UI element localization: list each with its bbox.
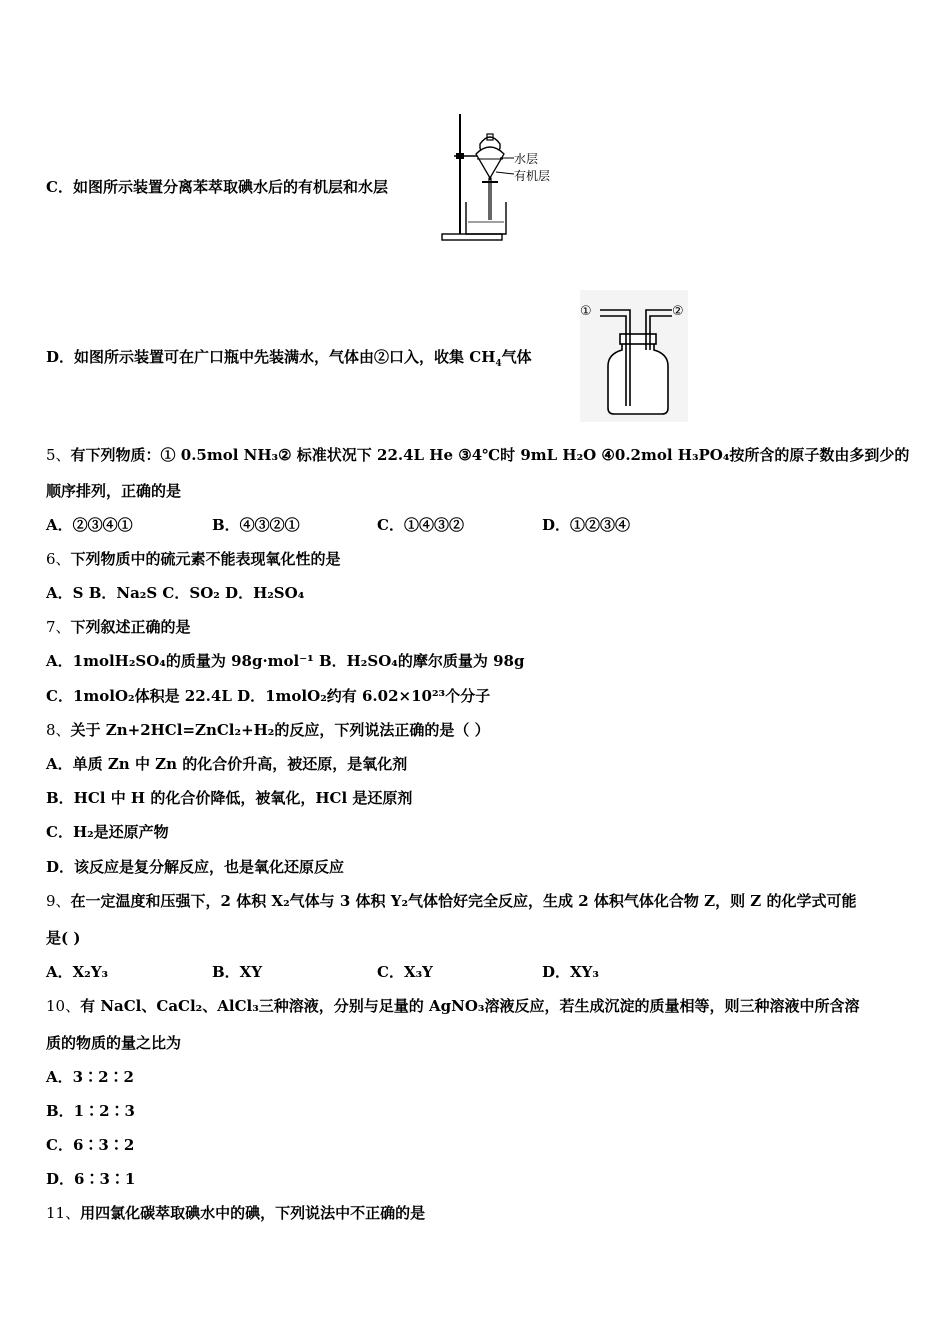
question-number: 9、 [46,892,71,910]
option-d-prev [46,346,532,368]
q9-line2: 是( ) [46,929,81,947]
q5-line1 [46,444,909,466]
q10-option-b: B．1∶2∶3 [46,1102,135,1120]
q10-line2: 质的物质的量之比为 [46,1034,182,1052]
q7-stem [46,616,191,638]
q8-option-d: D．该反应是复分解反应，也是氧化还原反应 [46,858,345,876]
option-text: 如图所示装置可在广口瓶中先装满水，气体由②口入，收集 [74,348,465,366]
q10-option-d: D．6∶3∶1 [46,1170,136,1188]
separatory-funnel-figure [436,110,566,246]
question-number: 7、 [46,618,71,636]
q9-option-d: D．XY₃ [542,963,599,981]
formula-ch4: $CH_4$ [469,348,502,369]
question-number: 11、 [46,1204,81,1222]
option-text-end: 气体 [501,348,532,366]
question-stem: 有 NaCl、CaCl₂、AlCl₃三种溶液，分别与足量的 AgNO₃溶液反应，若生成沉淀的质量相等，则三种溶液中所含溶 [80,997,860,1015]
question-stem: 在一定温度和压强下，2 体积 X₂气体与 3 体积 Y₂气体恰好完全反应，生成 2 体积气体化合物 Z，则 Z 的化学式可能 [70,892,857,910]
q5-option-b: B．④③②① [212,516,300,534]
option-label: C． [46,178,73,196]
q5-option-d: D．①②③④ [542,516,631,534]
question-number: 8、 [46,721,71,739]
port-2-label: ② [672,304,684,319]
q10-line1 [46,995,860,1017]
question-stem: 关于 Zn+2HCl=ZnCl₂+H₂的反应，下列说法正确的是（ ） [70,721,490,739]
q6-options: A．S B．Na₂S C．SO₂ D．H₂SO₄ [46,584,305,602]
organic-layer-label: 有机层 [514,169,551,183]
q5-option-c: C．①④③② [377,516,464,534]
option-text: 如图所示装置分离苯萃取碘水后的有机层和水层 [72,178,388,196]
q9-line1 [46,890,856,912]
q8-option-b: B．HCl 中 H 的化合价降低，被氧化，HCl 是还原剂 [46,789,413,807]
q9-option-b: B．XY [212,963,263,981]
option-c-prev [46,176,388,198]
port-1-label: ① [580,304,592,319]
q5-line2: 顺序排列，正确的是 [46,482,182,500]
question-number: 10、 [46,997,81,1015]
question-stem: 下列物质中的硫元素不能表现氧化性的是 [70,550,341,568]
question-stem: 用四氯化碳萃取碘水中的碘，下列说法中不正确的是 [80,1204,426,1222]
question-number: 5、 [46,446,71,464]
q7-options-ab: A．1molH₂SO₄的质量为 98g·mol⁻¹ B．H₂SO₄的摩尔质量为 98g [46,652,525,670]
q10-option-a: A．3∶2∶2 [46,1068,134,1086]
q7-options-cd: C．1molO₂体积是 22.4L D．1molO₂约有 6.02×10²³个分子 [46,687,491,705]
q8-stem [46,719,490,741]
question-stem: 下列叙述正确的是 [70,618,191,636]
q10-option-c: C．6∶3∶2 [46,1136,135,1154]
q6-stem [46,548,341,570]
q9-option-c: C．X₃Y [377,963,433,981]
question-stem: 有下列物质：① 0.5mol NH₃② 标准状况下 22.4L He ③4℃时 9mL H₂O ④0.2mol H₃PO₄按所含的原子数由多到少的 [70,446,910,464]
q8-option-a: A．单质 Zn 中 Zn 的化合价升高，被还原，是氧化剂 [46,755,408,773]
option-label: D． [46,348,75,366]
q11-stem [46,1202,425,1224]
q8-option-c: C．H₂是还原产物 [46,823,169,841]
question-number: 6、 [46,550,71,568]
q9-option-a: A．X₂Y₃ [46,963,109,981]
water-layer-label: 水层 [514,152,539,166]
gas-bottle-figure [580,290,688,422]
q5-option-a: A．②③④① [46,516,133,534]
